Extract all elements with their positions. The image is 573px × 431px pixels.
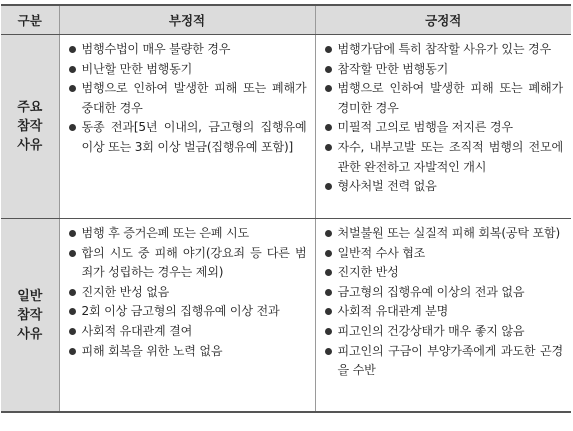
row-label-line: 일반 <box>17 288 43 304</box>
general-positive-cell <box>315 219 571 413</box>
list-item: 진지한 반성 없음 <box>68 283 307 303</box>
list-item: 금고형의 집행유예 이상의 전과 없음 <box>324 283 564 303</box>
list-item: 동종 전과[5년 이내의, 금고형의 집행유예 이상 또는 3회 이상 벌금(집행유예 포함)] <box>68 118 307 157</box>
list-item: 피해 회복을 위한 노력 없음 <box>68 342 307 362</box>
list-item: 피고인의 구금이 부양가족에게 과도한 곤경을 수반 <box>324 342 564 381</box>
list-item: 참작할 만한 범행동기 <box>324 60 564 80</box>
row-label-line: 사유 <box>17 138 43 153</box>
row-label-line: 참작 <box>17 119 43 134</box>
list-item: 피고인의 건강상태가 매우 좋지 않음 <box>324 322 564 342</box>
list-item: 사회적 유대관계 결여 <box>68 322 307 342</box>
general-negative-list <box>68 224 307 361</box>
list-item: 형사처벌 전력 없음 <box>324 177 564 197</box>
header-negative: 부정적 <box>59 5 315 35</box>
header-category: 구분 <box>1 5 59 35</box>
general-positive-list <box>324 224 564 381</box>
sentencing-factors-table <box>1 4 571 413</box>
row-label-general <box>1 219 59 413</box>
row-label-line: 주요 <box>17 100 43 115</box>
major-negative-list <box>68 40 307 158</box>
row-major-factors <box>1 35 571 219</box>
header-row <box>1 5 571 35</box>
major-positive-list <box>324 40 564 197</box>
list-item: 범행으로 인하여 발생한 피해 또는 폐해가 경미한 경우 <box>324 79 564 118</box>
row-general-factors <box>1 219 571 413</box>
major-negative-cell <box>59 35 315 219</box>
row-label-major <box>1 35 59 219</box>
header-positive: 긍정적 <box>315 5 571 35</box>
row-label-line: 사유 <box>17 326 43 342</box>
major-positive-cell <box>315 35 571 219</box>
row-label-line: 참작 <box>17 307 43 323</box>
list-item: 합의 시도 중 피해 야기(강요죄 등 다른 범죄가 성립하는 경우는 제외) <box>68 244 307 283</box>
list-item: 일반적 수사 협조 <box>324 244 564 264</box>
list-item: 비난할 만한 범행동기 <box>68 60 307 80</box>
list-item: 처벌불원 또는 실질적 피해 회복(공탁 포함) <box>324 224 564 244</box>
list-item: 2회 이상 금고형의 집행유예 이상 전과 <box>68 302 307 322</box>
list-item: 범행 후 증거은폐 또는 은폐 시도 <box>68 224 307 244</box>
list-item: 미필적 고의로 범행을 저지른 경우 <box>324 118 564 138</box>
list-item: 사회적 유대관계 분명 <box>324 302 564 322</box>
list-item: 범행가담에 특히 참작할 사유가 있는 경우 <box>324 40 564 60</box>
list-item: 자수, 내부고발 또는 조직적 범행의 전모에 관한 완전하고 자발적인 개시 <box>324 138 564 177</box>
list-item: 진지한 반성 <box>324 263 564 283</box>
general-negative-cell <box>59 219 315 413</box>
list-item: 범행수법이 매우 불량한 경우 <box>68 40 307 60</box>
list-item: 범행으로 인하여 발생한 피해 또는 폐해가 중대한 경우 <box>68 79 307 118</box>
